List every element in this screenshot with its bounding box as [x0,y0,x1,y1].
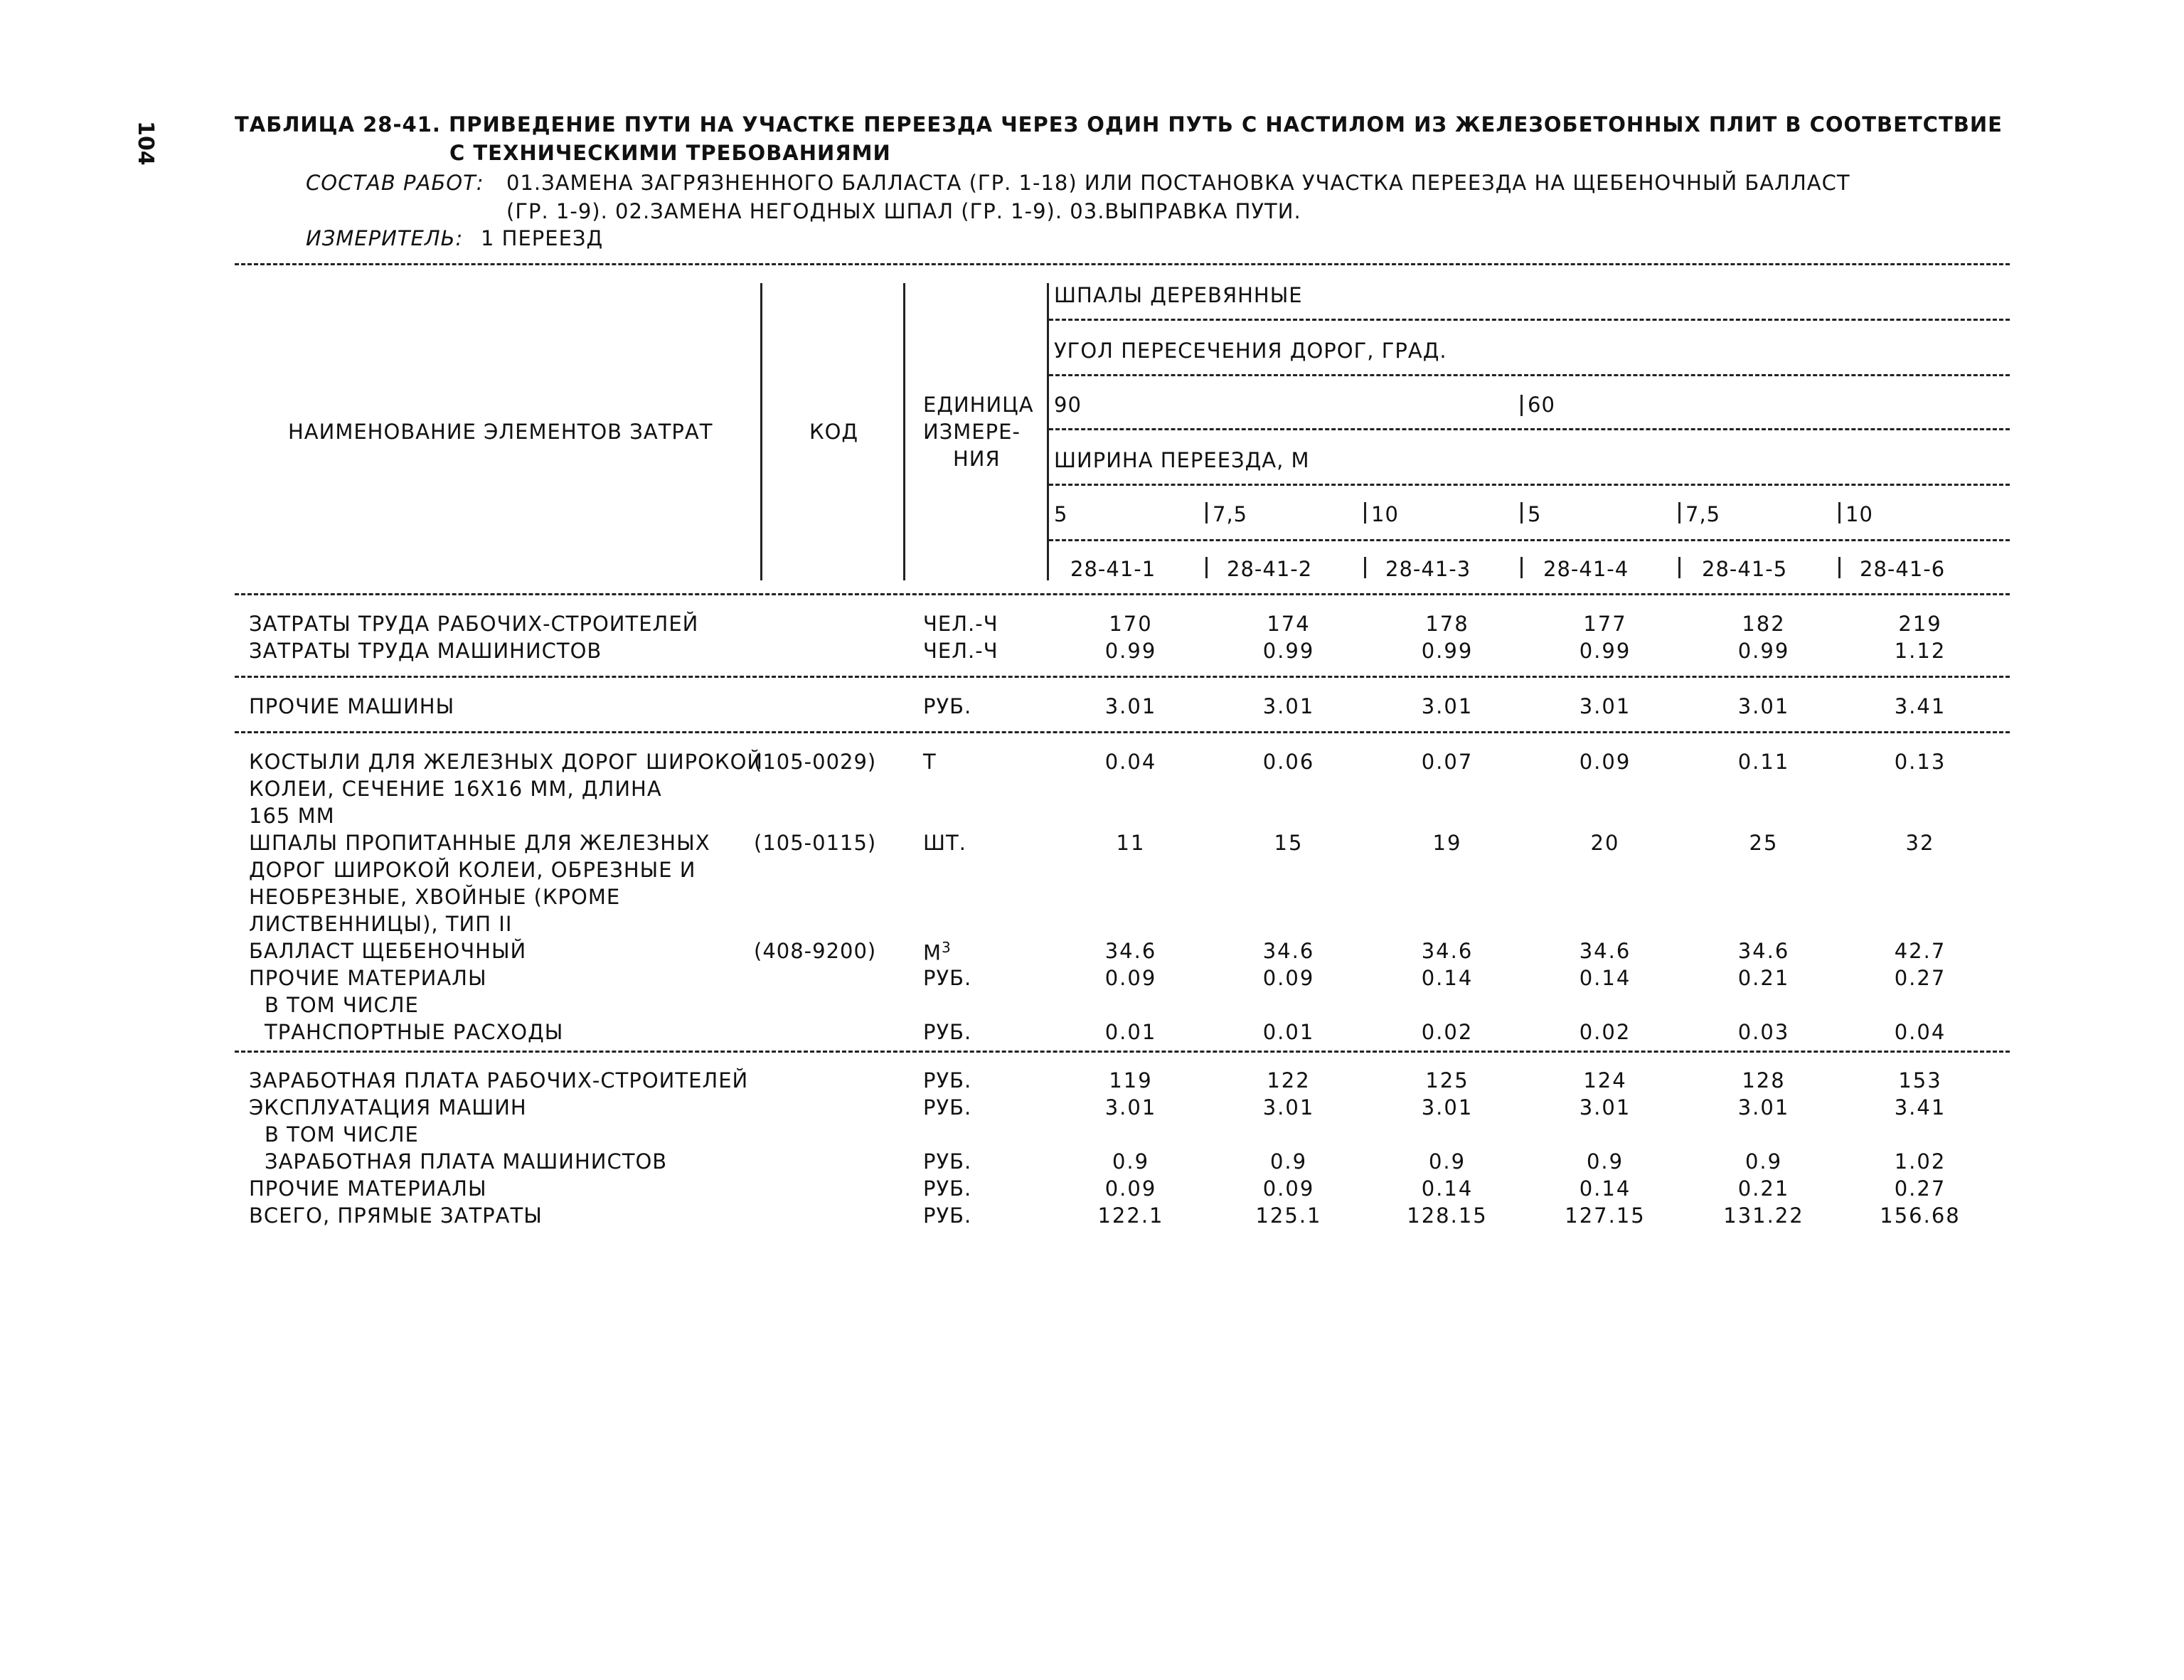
meter-value: 1 ПЕРЕЕЗД [481,226,604,250]
value-cell: 3.41 [1894,1095,1946,1120]
value-cell: 3.01 [1104,694,1157,718]
value-cell: 0.09 [1104,966,1157,990]
value-cell: 3.01 [1579,694,1631,718]
value-cell: 0.14 [1579,966,1631,990]
header-width-value: 10 [1845,502,1873,526]
rule-header-5 [1049,539,2010,541]
rule-header-bottom [235,593,2010,595]
row-unit: РУБ. [923,1149,972,1174]
value-cell: 0.09 [1104,1176,1157,1201]
value-cell: 0.02 [1421,1020,1474,1044]
work-composition-label: СОСТАВ РАБОТ: [306,171,484,195]
header-separator-angle [1520,395,1523,416]
value-cell: 0.27 [1894,966,1946,990]
value-cell: 153 [1898,1068,1942,1092]
value-cell: 182 [1742,612,1786,636]
value-cell: 156.68 [1880,1203,1961,1228]
value-cell: 34.6 [1421,939,1474,963]
value-cell: 0.99 [1737,639,1790,663]
row-name: ШПАЛЫ ПРОПИТАННЫЕ ДЛЯ ЖЕЛЕЗНЫХ [249,831,710,855]
value-cell: 0.99 [1421,639,1474,663]
header-separator-code-5 [1678,557,1680,578]
value-cell: 170 [1109,612,1153,636]
row-name-cont: НЕОБРЕЗНЫЕ, ХВОЙНЫЕ (КРОМЕ [249,885,621,909]
table-title-line-2: С ТЕХНИЧЕСКИМИ ТРЕБОВАНИЯМИ [449,141,891,165]
rule-header-2 [1049,374,2010,376]
header-separator-unit [1047,283,1049,580]
value-cell: 131.22 [1723,1203,1804,1228]
value-cell: 3.01 [1104,1095,1157,1120]
value-cell: 0.04 [1104,750,1157,774]
value-cell: 125.1 [1255,1203,1322,1228]
value-cell: 20 [1590,831,1620,855]
header-angle-60: 60 [1528,393,1555,417]
row-unit: $М^3$ [923,939,952,965]
row-code: (408-9200) [754,939,877,963]
row-name: ПРОЧИЕ МАТЕРИАЛЫ [249,966,487,990]
row-name: В ТОМ ЧИСЛЕ [265,1122,419,1147]
value-cell: 0.99 [1579,639,1631,663]
value-cell: 0.27 [1894,1176,1946,1201]
row-unit: ЧЕЛ.-Ч [923,639,998,663]
value-cell: 122.1 [1097,1203,1164,1228]
row-unit: ЧЕЛ.-Ч [923,612,998,636]
table-title-line-1: ТАБЛИЦА 28-41. ПРИВЕДЕНИЕ ПУТИ НА УЧАСТКЕ ПЕРЕЕЗДА ЧЕРЕЗ ОДИН ПУТЬ С НАСТИЛОМ ИЗ ЖЕЛЕЗОБЕТОННЫХ ПЛИТ В СООТВЕТСТВИЕ [235,112,2003,137]
header-separator-code-6 [1838,557,1841,578]
value-cell: 0.14 [1421,966,1474,990]
header-separator-width-6 [1838,502,1841,523]
value-cell: 178 [1425,612,1469,636]
header-separator-width-3 [1364,502,1366,523]
row-name: ЗАТРАТЫ ТРУДА МАШИНИСТОВ [249,639,602,663]
value-cell: 0.21 [1737,966,1790,990]
value-cell: 11 [1116,831,1146,855]
value-cell: 15 [1274,831,1304,855]
value-cell: 42.7 [1894,939,1946,963]
value-cell: 0.07 [1421,750,1474,774]
page-number: 104 [133,121,158,166]
value-cell: 34.6 [1579,939,1631,963]
header-norm-code: 28-41-1 [1070,557,1156,581]
row-name: КОСТЫЛИ ДЛЯ ЖЕЛЕЗНЫХ ДОРОГ ШИРОКОЙ [249,750,764,774]
header-width-value: 7,5 [1213,502,1248,526]
value-cell: 3.01 [1421,1095,1474,1120]
header-width-value: 10 [1371,502,1399,526]
row-unit: РУБ. [923,966,972,990]
row-unit: РУБ. [923,1068,972,1092]
row-unit: РУБ. [923,1095,972,1120]
value-cell: 174 [1267,612,1311,636]
row-name-cont: КОЛЕИ, СЕЧЕНИЕ 16Х16 ММ, ДЛИНА [249,777,662,801]
header-width-value: 5 [1054,502,1068,526]
value-cell: 25 [1749,831,1779,855]
value-cell: 0.99 [1104,639,1157,663]
header-width-value: 5 [1528,502,1542,526]
value-cell: 0.03 [1737,1020,1790,1044]
rule-header-4 [1049,484,2010,486]
value-cell: 3.01 [1262,694,1315,718]
row-unit: РУБ. [923,1020,972,1044]
value-cell: 0.13 [1894,750,1946,774]
rule-top [235,263,2010,265]
value-cell: 177 [1583,612,1627,636]
header-separator-code-3 [1364,557,1366,578]
value-cell: 3.01 [1579,1095,1631,1120]
value-cell: 1.02 [1894,1149,1946,1174]
value-cell: 3.41 [1894,694,1946,718]
value-cell: 3.01 [1262,1095,1315,1120]
header-width-value: 7,5 [1685,502,1721,526]
value-cell: 0.11 [1737,750,1790,774]
value-cell: 0.06 [1262,750,1315,774]
row-name-cont: ЛИСТВЕННИЦЫ), ТИП II [249,912,513,936]
header-separator-code-2 [1205,557,1208,578]
header-norm-code: 28-41-2 [1227,557,1313,581]
value-cell: 32 [1905,831,1935,855]
row-unit: РУБ. [923,1176,972,1201]
value-cell: 34.6 [1737,939,1790,963]
header-norm-code: 28-41-3 [1385,557,1471,581]
value-cell: 0.9 [1269,1149,1308,1174]
value-cell: 1.12 [1894,639,1946,663]
value-cell: 0.04 [1894,1020,1946,1044]
value-cell: 3.01 [1421,694,1474,718]
value-cell: 0.01 [1104,1020,1157,1044]
row-unit: РУБ. [923,694,972,718]
row-code: (105-0029) [754,750,877,774]
header-name-column: НАИМЕНОВАНИЕ ЭЛЕМЕНТОВ ЗАТРАТ [288,420,713,444]
row-code: (105-0115) [754,831,877,855]
header-separator-width-5 [1678,502,1680,523]
value-cell: 128 [1742,1068,1786,1092]
row-unit: Т [923,750,937,774]
row-name: ТРАНСПОРТНЫЕ РАСХОДЫ [265,1020,564,1044]
value-cell: 127.15 [1565,1203,1646,1228]
rule-section-3 [235,1051,2010,1053]
row-name: ЗАРАБОТНАЯ ПЛАТА МАШИНИСТОВ [265,1149,668,1174]
value-cell: 0.02 [1579,1020,1631,1044]
value-cell: 0.01 [1262,1020,1315,1044]
value-cell: 0.14 [1421,1176,1474,1201]
row-name: ЭКСПЛУАТАЦИЯ МАШИН [249,1095,527,1120]
header-angle: УГОЛ ПЕРЕСЕЧЕНИЯ ДОРОГ, ГРАД. [1054,339,1447,363]
value-cell: 0.9 [1744,1149,1783,1174]
header-separator-code [903,283,905,580]
rule-section-2 [235,731,2010,733]
header-unit-column-3: НИЯ [953,447,1001,471]
value-cell: 3.01 [1737,694,1790,718]
row-name: ЗАРАБОТНАЯ ПЛАТА РАБОЧИХ-СТРОИТЕЛЕЙ [249,1068,749,1092]
value-cell: 0.9 [1586,1149,1624,1174]
header-separator-width-2 [1205,502,1208,523]
row-name: В ТОМ ЧИСЛЕ [265,993,419,1017]
value-cell: 0.09 [1262,1176,1315,1201]
row-name: БАЛЛАСТ ЩЕБЕНОЧНЫЙ [249,939,527,963]
value-cell: 34.6 [1104,939,1157,963]
value-cell: 122 [1267,1068,1311,1092]
value-cell: 0.9 [1428,1149,1466,1174]
value-cell: 0.21 [1737,1176,1790,1201]
meter-label: ИЗМЕРИТЕЛЬ: [306,226,464,250]
value-cell: 3.01 [1737,1095,1790,1120]
rule-header-1 [1049,319,2010,321]
header-unit-column-1: ЕДИНИЦА [923,393,1034,417]
value-cell: 125 [1425,1068,1469,1092]
value-cell: 219 [1898,612,1942,636]
value-cell: 0.14 [1579,1176,1631,1201]
work-composition-line-1: 01.ЗАМЕНА ЗАГРЯЗНЕННОГО БАЛЛАСТА (ГР. 1-18) ИЛИ ПОСТАНОВКА УЧАСТКА ПЕРЕЕЗДА НА ЩЕБЕНОЧНЫЙ БАЛЛАСТ [506,171,1850,195]
rule-section-1 [235,676,2010,678]
value-cell: 0.09 [1579,750,1631,774]
row-unit: РУБ. [923,1203,972,1228]
work-composition-line-2: (ГР. 1-9). 02.ЗАМЕНА НЕГОДНЫХ ШПАЛ (ГР. 1-9). 03.ВЫПРАВКА ПУТИ. [506,199,1301,223]
header-sleepers: ШПАЛЫ ДЕРЕВЯННЫЕ [1054,283,1303,307]
header-code-column: КОД [809,420,859,444]
header-norm-code: 28-41-4 [1543,557,1629,581]
value-cell: 19 [1432,831,1462,855]
value-cell: 119 [1109,1068,1153,1092]
value-cell: 34.6 [1262,939,1315,963]
value-cell: 124 [1583,1068,1627,1092]
row-name-cont: 165 ММ [249,804,335,828]
header-angle-90: 90 [1054,393,1082,417]
row-name-cont: ДОРОГ ШИРОКОЙ КОЛЕИ, ОБРЕЗНЫЕ И [249,858,696,882]
rule-header-3 [1049,428,2010,430]
value-cell: 128.15 [1407,1203,1488,1228]
header-norm-code: 28-41-5 [1702,557,1788,581]
header-separator-width-4 [1520,502,1523,523]
row-unit: ШТ. [923,831,966,855]
header-separator-name [760,283,762,580]
header-norm-code: 28-41-6 [1860,557,1946,581]
row-name: ПРОЧИЕ МАТЕРИАЛЫ [249,1176,487,1201]
header-unit-column-2: ИЗМЕРЕ- [923,420,1021,444]
row-name: ЗАТРАТЫ ТРУДА РАБОЧИХ-СТРОИТЕЛЕЙ [249,612,699,636]
value-cell: 0.09 [1262,966,1315,990]
row-name: ПРОЧИЕ МАШИНЫ [249,694,455,718]
value-cell: 0.9 [1112,1149,1150,1174]
header-separator-code-4 [1520,557,1523,578]
row-name: ВСЕГО, ПРЯМЫЕ ЗАТРАТЫ [249,1203,543,1228]
header-width: ШИРИНА ПЕРЕЕЗДА, М [1054,448,1310,472]
value-cell: 0.99 [1262,639,1315,663]
